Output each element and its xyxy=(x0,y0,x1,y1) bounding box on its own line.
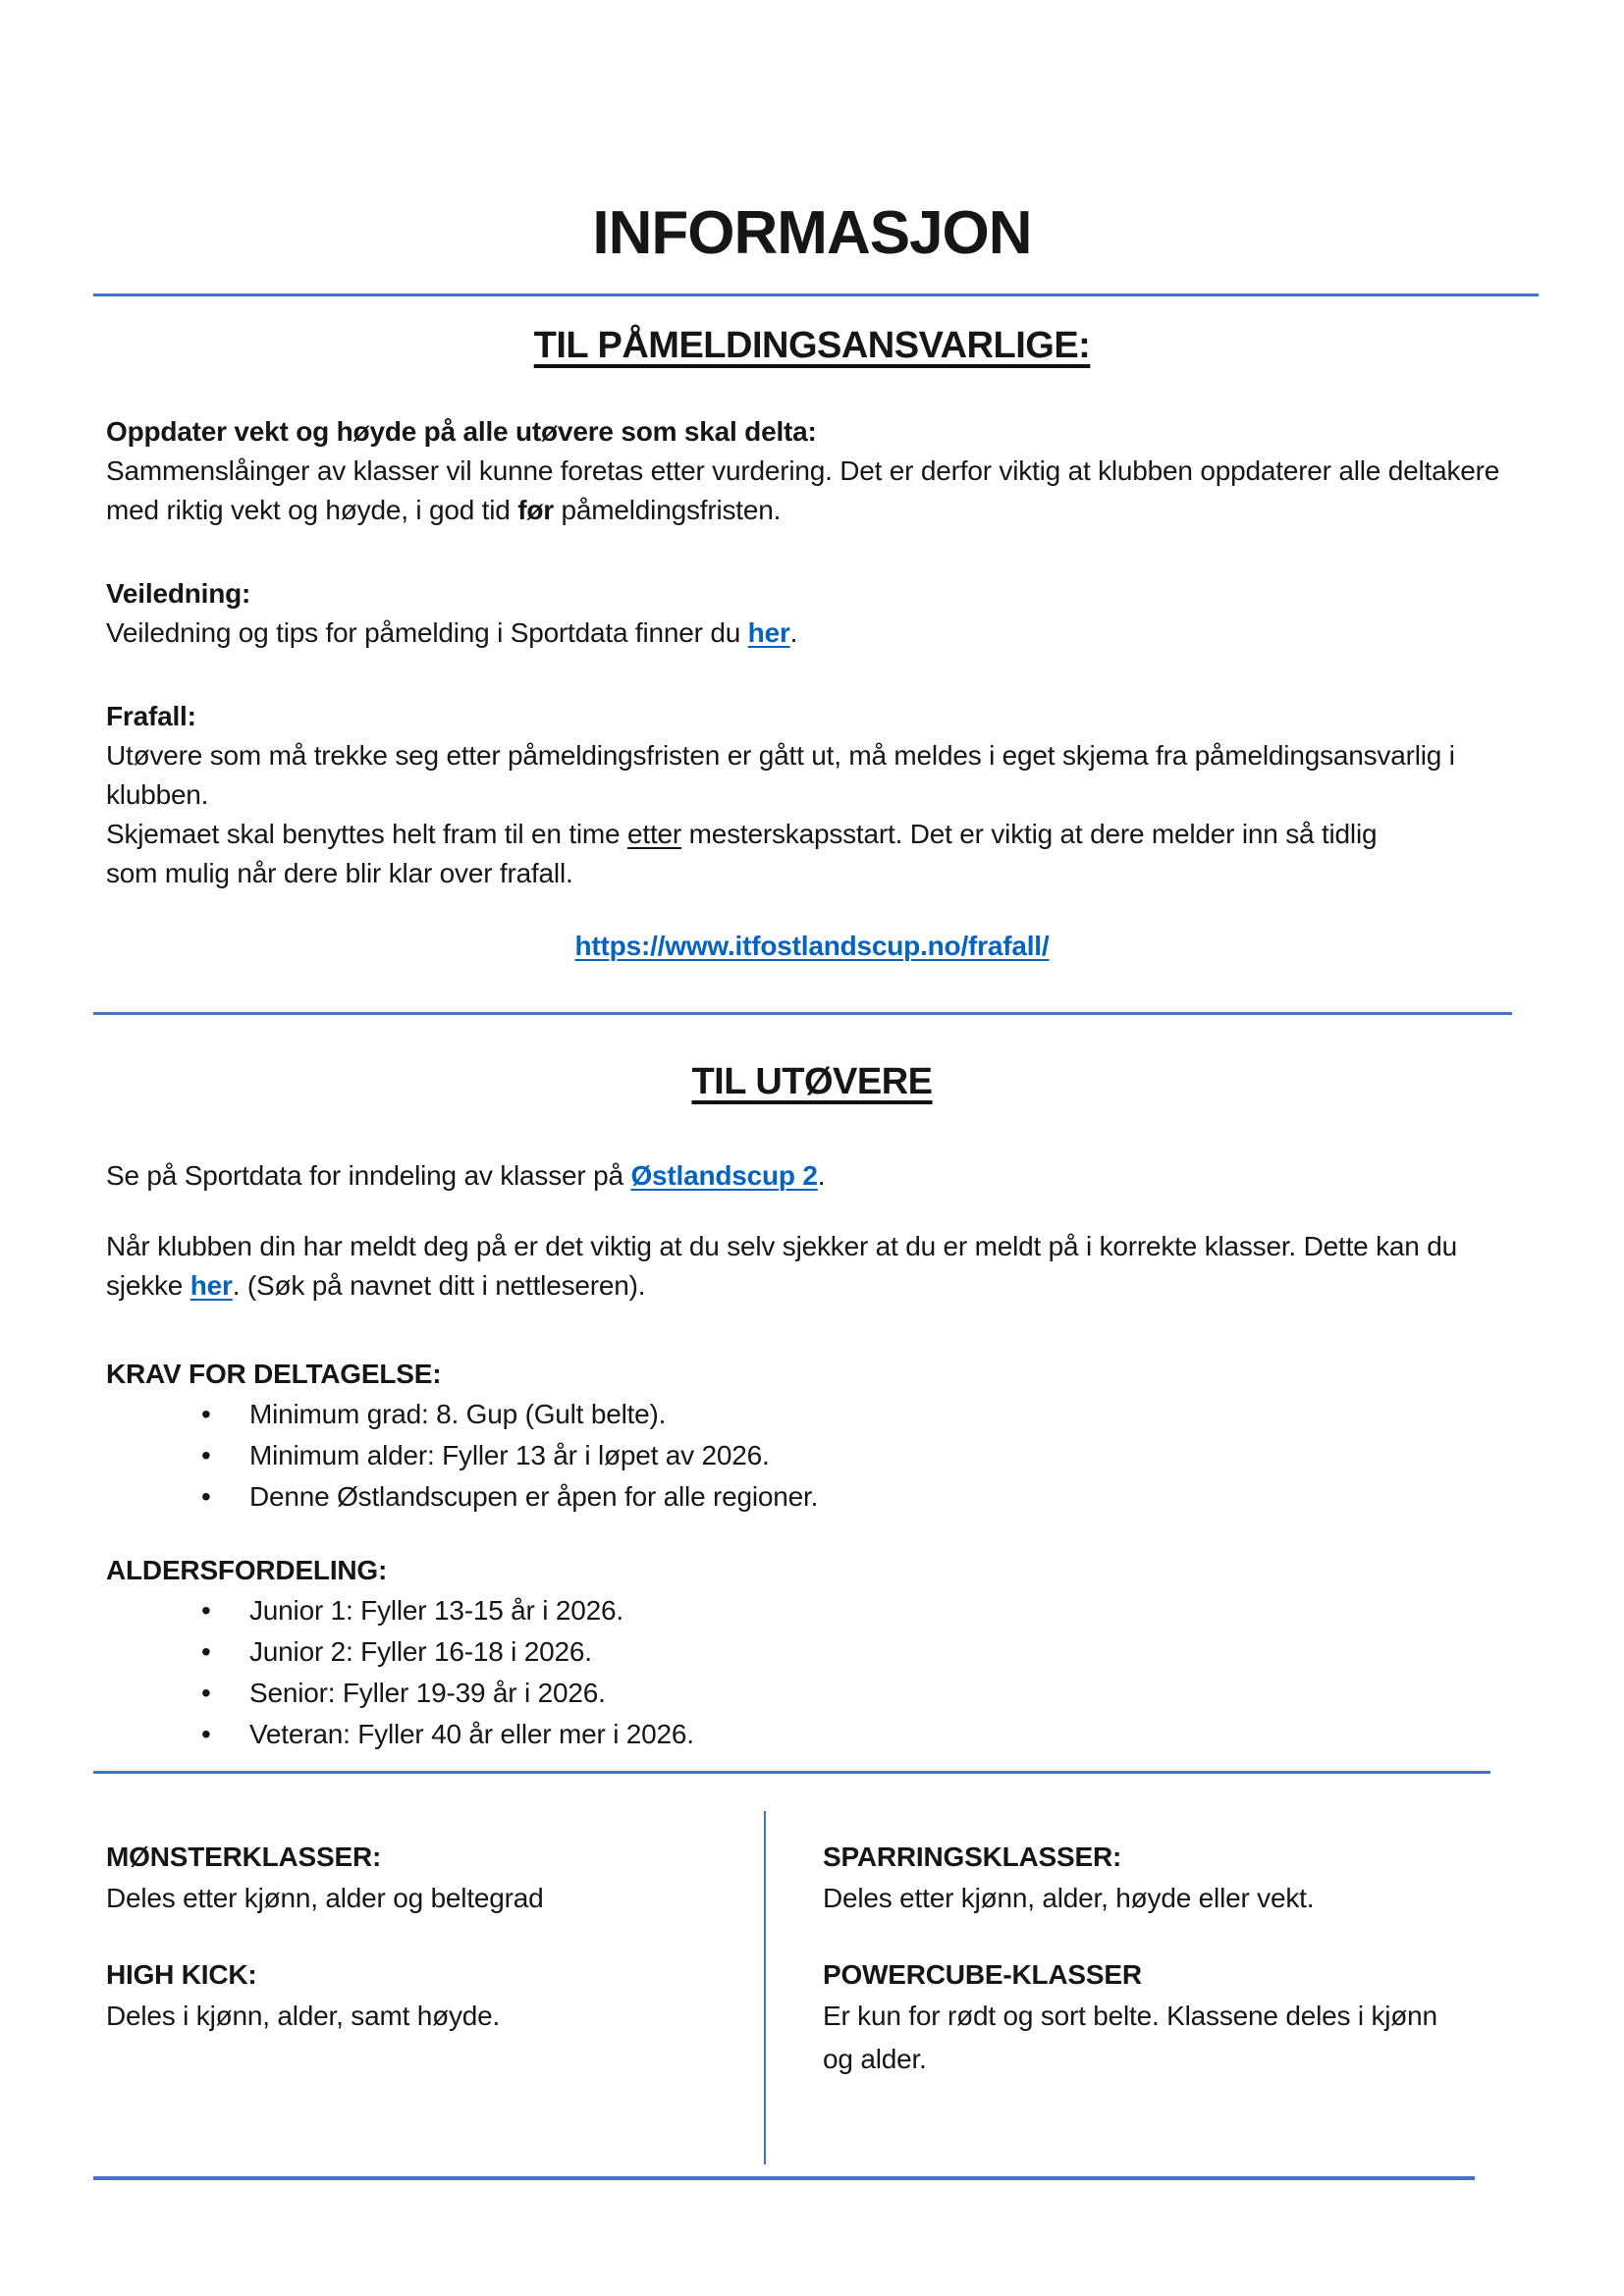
list-item-text: Minimum grad: 8. Gup (Gult belte). xyxy=(249,1399,667,1429)
section-divider-bottom xyxy=(93,2176,1475,2180)
bold-text-foer: før xyxy=(517,495,554,525)
frafall-url-link[interactable]: https://www.itfostlandscup.no/frafall/ xyxy=(574,931,1050,961)
list-item xyxy=(106,1673,1540,1714)
list-item xyxy=(106,1590,1540,1631)
column-heading-high-kick: HIGH KICK: xyxy=(106,1959,257,1990)
dropout-block-heading: Frafall: xyxy=(106,701,196,731)
classes-info-line xyxy=(106,1156,1540,1196)
list-item xyxy=(106,1476,1540,1518)
bullet-icon xyxy=(201,1394,211,1435)
age-groups-list xyxy=(106,1590,1540,1755)
section-divider-top xyxy=(93,294,1539,296)
bullet-icon xyxy=(201,1476,211,1518)
section-divider-middle xyxy=(93,1012,1512,1015)
update-block-body xyxy=(106,452,1540,530)
classes-column-right xyxy=(823,1838,1443,2116)
requirements-list xyxy=(106,1394,1540,1518)
section-divider-classes-top xyxy=(93,1771,1490,1774)
guide-block-heading: Veiledning: xyxy=(106,578,251,609)
column-body: Deles i kjønn, alder, samt høyde. xyxy=(106,2001,501,2031)
body-text: påmeldingsfristen. xyxy=(553,495,782,525)
list-item-text: Junior 2: Fyller 16-18 i 2026. xyxy=(249,1636,592,1667)
body-text: Når klubben din har meldt deg på er det viktig at du selv sjekker at du er meldt på i korrekte klasser. Dette kan du sjekke xyxy=(106,1231,1457,1301)
classes-column-left xyxy=(106,1838,715,2073)
bullet-icon xyxy=(201,1714,211,1755)
bullet-icon xyxy=(201,1673,211,1714)
column-heading-powercube: POWERCUBE-KLASSER xyxy=(823,1959,1142,1990)
column-divider xyxy=(764,1811,766,2164)
link-her-veiledning[interactable]: her xyxy=(747,617,790,648)
column-body: Er kun for rødt og sort belte. Klassene deles i kjønn og alder. xyxy=(823,2001,1437,2074)
dropout-paragraph-1: Utøvere som må trekke seg etter påmeldingsfristen er gått ut, må meldes i eget skjema fra påmeldingsansvarlig i klubben. xyxy=(106,740,1455,810)
column-body: Deles etter kjønn, alder og beltegrad xyxy=(106,1883,544,1913)
underline-text-etter: etter xyxy=(627,819,682,849)
column-body: Deles etter kjønn, alder, høyde eller vekt. xyxy=(823,1883,1315,1913)
link-ostlandscup-2[interactable]: Østlandscup 2 xyxy=(630,1160,818,1191)
body-text: . xyxy=(817,1160,826,1191)
body-text: . (Søk på navnet ditt i nettleseren). xyxy=(232,1270,646,1301)
column-heading-monsterklasser: MØNSTERKLASSER: xyxy=(106,1842,382,1872)
list-item xyxy=(106,1631,1540,1673)
list-item-text: Minimum alder: Fyller 13 år i løpet av 2026. xyxy=(249,1440,770,1470)
requirements-heading: KRAV FOR DELTAGELSE: xyxy=(106,1359,442,1389)
body-text: Veiledning og tips for påmelding i Sportdata finner du xyxy=(106,617,748,648)
list-item-text: Denne Østlandscupen er åpen for alle regioner. xyxy=(249,1481,819,1512)
body-text: Skjemaet skal benyttes helt fram til en time xyxy=(106,819,627,849)
link-her-sjekk[interactable]: her xyxy=(189,1270,233,1301)
list-item-text: Junior 1: Fyller 13-15 år i 2026. xyxy=(249,1595,623,1626)
check-registration-line xyxy=(106,1227,1535,1306)
dropout-paragraph-2 xyxy=(106,815,1427,893)
body-text: Sammenslåinger av klasser vil kunne foretas etter vurdering. Det er derfor viktig at klubben oppdaterer alle deltakere med riktig vekt og høyde, i god tid xyxy=(106,455,1500,525)
section-heading-utovere: TIL UTØVERE xyxy=(691,1061,933,1102)
list-item-text: Senior: Fyller 19-39 år i 2026. xyxy=(249,1678,606,1708)
list-item xyxy=(106,1714,1540,1755)
list-item xyxy=(106,1394,1540,1435)
body-text: . xyxy=(789,617,798,648)
guide-block-body xyxy=(106,614,1540,653)
body-text: Se på Sportdata for inndeling av klasser på xyxy=(106,1160,631,1191)
bullet-icon xyxy=(201,1590,211,1631)
bullet-icon xyxy=(201,1631,211,1673)
update-block-heading: Oppdater vekt og høyde på alle utøvere som skal delta: xyxy=(106,416,817,447)
list-item-text: Veteran: Fyller 40 år eller mer i 2026. xyxy=(249,1719,694,1749)
body-text: mesterskapsstart. Det er viktig at dere melder inn så tidlig som mulig når dere blir klar over frafall. xyxy=(106,819,1378,888)
age-groups-heading: ALDERSFORDELING: xyxy=(106,1555,388,1585)
list-item xyxy=(106,1435,1540,1476)
section-heading-pameldingsansvarlige: TIL PÅMELDINGSANSVARLIGE: xyxy=(533,325,1091,366)
bullet-icon xyxy=(201,1435,211,1476)
dropout-url-row xyxy=(0,931,1624,962)
page-title: INFORMASJON xyxy=(592,199,1032,267)
column-heading-sparringsklasser: SPARRINGSKLASSER: xyxy=(823,1842,1122,1872)
